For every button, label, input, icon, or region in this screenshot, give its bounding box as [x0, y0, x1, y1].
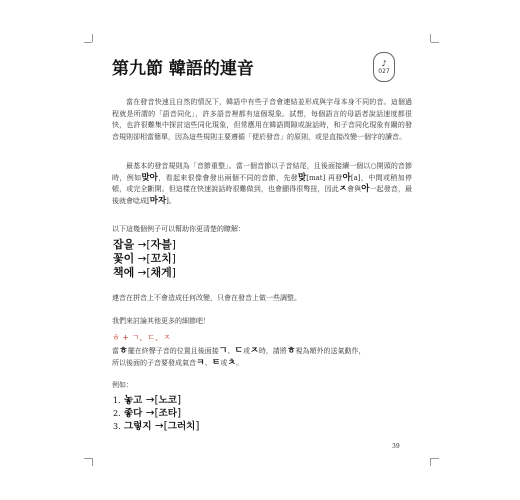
- example-word: 그렇지: [123, 421, 152, 432]
- example-result: 그러치: [167, 421, 196, 432]
- text-run: 或: [243, 347, 251, 355]
- audio-track-number: 027: [378, 68, 390, 75]
- section-title: 第九節 韓語的連音: [112, 59, 254, 79]
- arrow-icon: →: [137, 267, 147, 279]
- example-result: 노코: [158, 395, 177, 406]
- text-run: ○開頭的音節時，例如: [112, 162, 413, 182]
- audio-track-badge: [373, 52, 395, 82]
- rule-heading: ㅎ + ㄱ、ㄷ、ㅈ: [112, 333, 171, 342]
- example-word: 좋다: [123, 408, 143, 419]
- text-run: 會與: [347, 185, 362, 193]
- text-run: 。: [236, 359, 244, 367]
- example-result: 꼬치: [150, 252, 172, 265]
- korean-letter: ㅎ: [119, 346, 128, 356]
- example-row: 꽃이 →[꼬치]: [113, 252, 176, 265]
- text-run: 、: [204, 359, 212, 367]
- page-number: 39: [392, 443, 400, 450]
- example-row: 책에 →[채게]: [113, 266, 176, 279]
- arrow-icon: →: [145, 407, 155, 419]
- crop-mark: [84, 458, 92, 459]
- text-run: 、: [227, 347, 235, 355]
- example-number: 1.: [113, 396, 121, 405]
- arrow-icon: →: [137, 239, 147, 251]
- text-run: 最基本的發音規則為「音節重整」。當一個音節以子音結尾，且後面接續一個以: [126, 162, 371, 170]
- text-run: [a]，中間或稍加停頓，或完全斷開。但這樣在快速說話時很難做到，也會顯得很彆扭，因此: [112, 173, 413, 193]
- korean-letter: ㄱ: [218, 346, 228, 356]
- crop-mark: [431, 42, 439, 43]
- korean-letter: ㄷ: [234, 346, 244, 356]
- examples-label: 例如：: [112, 381, 133, 389]
- example-number: 2.: [113, 409, 121, 418]
- text-run: ，看起來很像會發出兩個不同的音節，先發: [157, 173, 299, 182]
- crop-mark: [92, 458, 93, 466]
- arrow-icon: →: [154, 420, 164, 432]
- arrow-icon: →: [137, 253, 147, 265]
- crop-mark: [431, 458, 439, 459]
- rule-line: [112, 346, 412, 356]
- example-row: 3. 그렇지 →[그러치]: [113, 420, 200, 432]
- example-word: 잡을: [113, 238, 135, 251]
- example-result: 자블: [150, 238, 172, 251]
- example-row: 잡을 →[자블]: [113, 238, 176, 251]
- text-run: [mat] 再發: [306, 173, 343, 182]
- korean-word: 맞아: [141, 172, 158, 183]
- korean-word: 아: [342, 172, 351, 183]
- korean-word: 맞: [298, 172, 307, 183]
- rule-line: [112, 358, 412, 368]
- arrow-icon: →: [145, 394, 155, 406]
- music-note-icon: ♪: [381, 59, 387, 68]
- text-run: 時，請將: [258, 347, 287, 355]
- crop-mark: [92, 34, 93, 42]
- example-word: 놓고: [123, 395, 143, 406]
- text-run: 當: [112, 347, 119, 355]
- crop-mark: [430, 34, 431, 42]
- text-run: 所以後面的子音要發成氣音: [112, 359, 196, 367]
- example-row: 1. 놓고 →[노코]: [113, 394, 182, 406]
- text-run: 擺在終聲子音的位置且後面接: [127, 347, 219, 355]
- crop-mark: [84, 42, 92, 43]
- korean-letter: ㅈ: [250, 346, 259, 356]
- examples-intro: 以下這幾個例子可以幫助你更清楚的瞭解：: [112, 225, 245, 233]
- intro-paragraph: 當在發音快速且自然的情況下，韓語中有些子音會連結並形成與字母本身不同的音。這個過程就是所謂的「語音同化」，許多語音裡都有這個現象。試想，每個語言的母語者說話速度都很快，也許很難集中探討這些同化現象，但常應用在韓語間隙或說話時，和子音同化現象有關的發音規則卻相當簡單，因為這些規則主要遵循「便於發音」的原則，或是直接改變一個字的讀音。: [112, 98, 412, 141]
- rule-paragraph: [112, 161, 412, 207]
- example-word: 꽃이: [113, 252, 135, 265]
- example-word: 책에: [113, 266, 135, 279]
- text-run: 或: [220, 359, 228, 367]
- text-run: 視為額外的送氣動作，: [295, 347, 366, 355]
- example-number: 3.: [113, 422, 121, 431]
- text-run: 一起發音，最後就會唸成[: [112, 185, 413, 205]
- korean-letter: ㅋ: [196, 358, 205, 368]
- korean-letter: ㅊ: [227, 358, 237, 368]
- korean-letter: ㅌ: [211, 358, 221, 368]
- text-run: ]。: [166, 196, 176, 205]
- note-paragraph: 連音在拼音上不會造成任何改變，只會在發音上做一些調整。: [112, 294, 301, 302]
- example-row: 2. 좋다 →[조타]: [113, 407, 182, 419]
- korean-word: 아: [361, 184, 370, 194]
- details-paragraph: 我們來討論其他更多的細節吧！: [112, 317, 210, 325]
- korean-word: 마자: [149, 195, 167, 206]
- korean-letter: ㅈ: [338, 184, 347, 194]
- example-result: 조타: [158, 408, 177, 419]
- crop-mark: [430, 458, 431, 466]
- example-result: 채게: [150, 266, 172, 279]
- korean-letter: ㅎ: [286, 346, 296, 356]
